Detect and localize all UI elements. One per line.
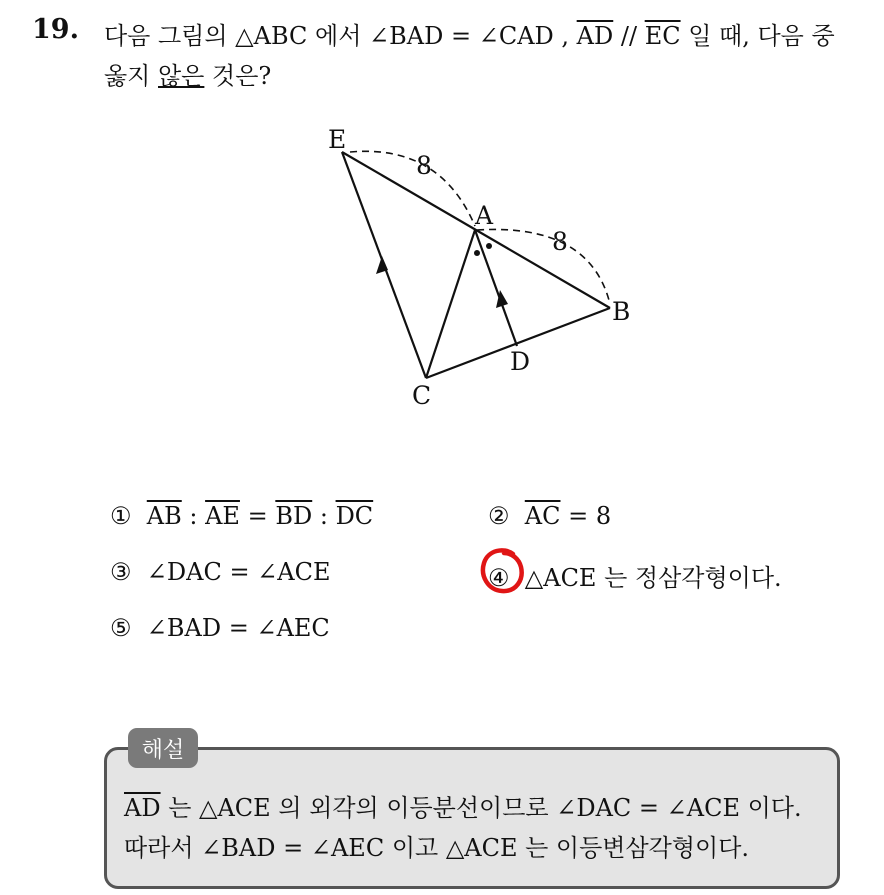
- label-a: A: [475, 201, 494, 230]
- choice-3[interactable]: [110, 558, 331, 586]
- choice-2-seg-ac: $\overline{AC}$: [524, 502, 561, 530]
- choice-5[interactable]: [110, 614, 330, 642]
- label-e: E: [328, 125, 347, 154]
- choice-3-number: ③: [110, 558, 132, 586]
- choice-1-equals: =: [239, 502, 276, 530]
- choice-1-number: ①: [110, 502, 132, 530]
- underlined-word: 않은: [158, 62, 205, 90]
- question-line-1: [104, 16, 835, 51]
- question-text-line2-post: 것은?: [204, 62, 272, 90]
- solution-line-1-text: 는 △ACE 의 외각의 이등분선이므로 ∠DAC = ∠ACE 이다.: [160, 794, 802, 822]
- choice-1-seg-ab: $\overline{AB}$: [146, 502, 182, 530]
- arc-ea: [350, 151, 475, 226]
- angle-mark-dot-2: [486, 243, 492, 249]
- angle-mark-dot-1: [474, 250, 480, 256]
- choice-5-number: ⑤: [110, 614, 132, 642]
- solution-line-2: 따라서 ∠BAD = ∠AEC 이고 △ACE 는 이등변삼각형이다.: [124, 834, 750, 862]
- solution-badge: 해설: [128, 728, 198, 768]
- choice-4-number: ④: [488, 564, 510, 592]
- triangle-diagram: [320, 118, 650, 418]
- solution-seg-ad: $\overline{AD}$: [124, 794, 161, 822]
- choice-4[interactable]: [488, 558, 782, 593]
- choice-1-seg-dc: $\overline{DC}$: [335, 502, 374, 530]
- solution-line-1: [124, 788, 802, 823]
- choice-1-seg-ae: $\overline{AE}$: [205, 502, 240, 530]
- question-text-post: 일 때, 다음 중: [680, 22, 835, 50]
- question-line-2: [104, 56, 271, 91]
- label-b: B: [612, 297, 631, 326]
- choice-1[interactable]: [110, 502, 373, 530]
- question-text-line2-pre: 옳지: [104, 62, 158, 90]
- length-ab: 8: [552, 227, 568, 256]
- segment-ad: $\overline{AD}$: [576, 22, 614, 50]
- choice-1-colon-1: :: [181, 502, 206, 530]
- choice-1-seg-bd: $\overline{BD}$: [275, 502, 313, 530]
- choice-1-colon-2: :: [312, 502, 336, 530]
- question-text-pre: 다음 그림의 △ABC 에서 ∠BAD = ∠CAD ,: [104, 22, 577, 50]
- choice-5-text: ∠BAD = ∠AEC: [146, 614, 330, 642]
- parallel-symbol: //: [613, 22, 645, 50]
- choice-4-text: △ACE 는 정삼각형이다.: [524, 564, 782, 592]
- choice-2[interactable]: [488, 502, 611, 530]
- choice-3-text: ∠DAC = ∠ACE: [146, 558, 331, 586]
- question-number: 19.: [32, 14, 79, 45]
- label-d: D: [510, 347, 531, 376]
- label-c: C: [412, 381, 432, 410]
- segment-ad-line: [475, 230, 517, 346]
- choice-2-rest: = 8: [560, 502, 612, 530]
- choice-2-number: ②: [488, 502, 510, 530]
- segment-ec: $\overline{EC}$: [644, 22, 681, 50]
- segment-ac-line: [426, 230, 475, 378]
- length-ea: 8: [416, 151, 432, 180]
